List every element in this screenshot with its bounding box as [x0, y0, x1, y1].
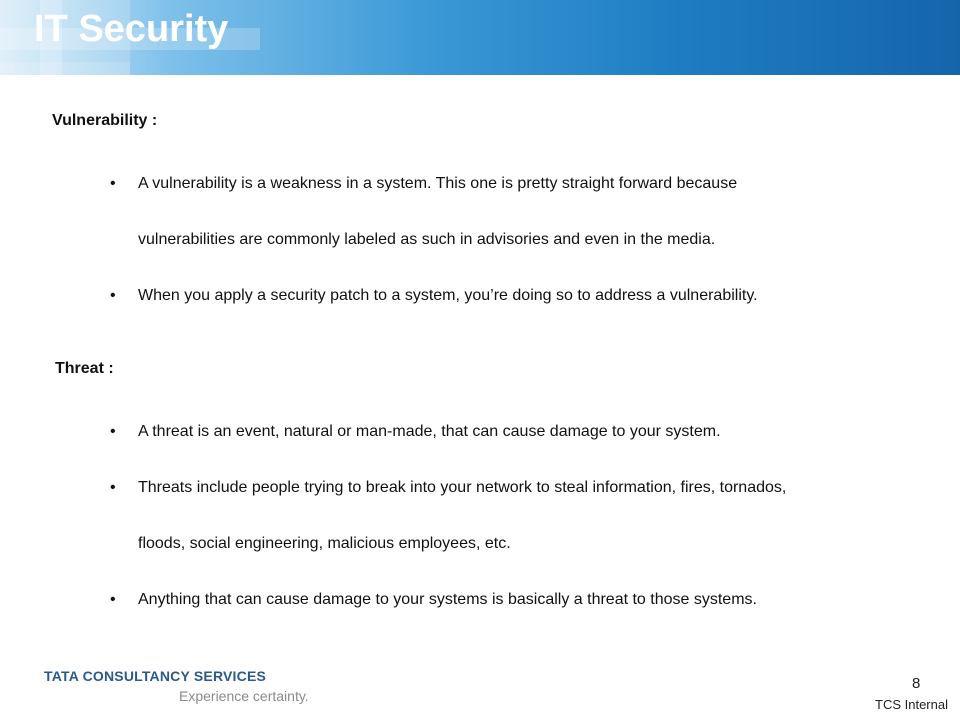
tcs-logo	[44, 668, 309, 704]
list-item-text: When you apply a security patch to a system, you’re doing so to address a vulnerability.	[138, 287, 758, 304]
page-number: 8	[912, 675, 921, 692]
list-item-text: A vulnerability is a weakness in a system. This one is pretty straight forward because	[138, 175, 738, 192]
section-heading-threat: Threat :	[55, 360, 114, 377]
bullet-icon: •	[110, 479, 116, 496]
list-item-text: A threat is an event, natural or man-made, that can cause damage to your system.	[138, 423, 721, 440]
list-item-text: Threats include people trying to break into your network to steal information, fires, tornados,	[138, 479, 787, 496]
title-banner	[0, 0, 960, 75]
slide-title: IT Security	[34, 8, 229, 50]
bullet-icon: •	[110, 591, 116, 608]
bullet-icon: •	[110, 287, 116, 304]
list-item-continuation: vulnerabilities are commonly labeled as such in advisories and even in the media.	[138, 231, 716, 248]
bullet-icon: •	[110, 423, 116, 440]
company-name: TATA CONSULTANCY SERVICES	[44, 668, 267, 684]
company-tagline: Experience certainty.	[179, 688, 309, 704]
bullet-icon: •	[110, 175, 116, 192]
classification-label: TCS Internal	[875, 697, 948, 712]
list-item-continuation: floods, social engineering, malicious employees, etc.	[138, 535, 511, 552]
section-heading-vulnerability: Vulnerability :	[52, 112, 158, 129]
list-item-text: Anything that can cause damage to your systems is basically a threat to those systems.	[138, 591, 757, 608]
